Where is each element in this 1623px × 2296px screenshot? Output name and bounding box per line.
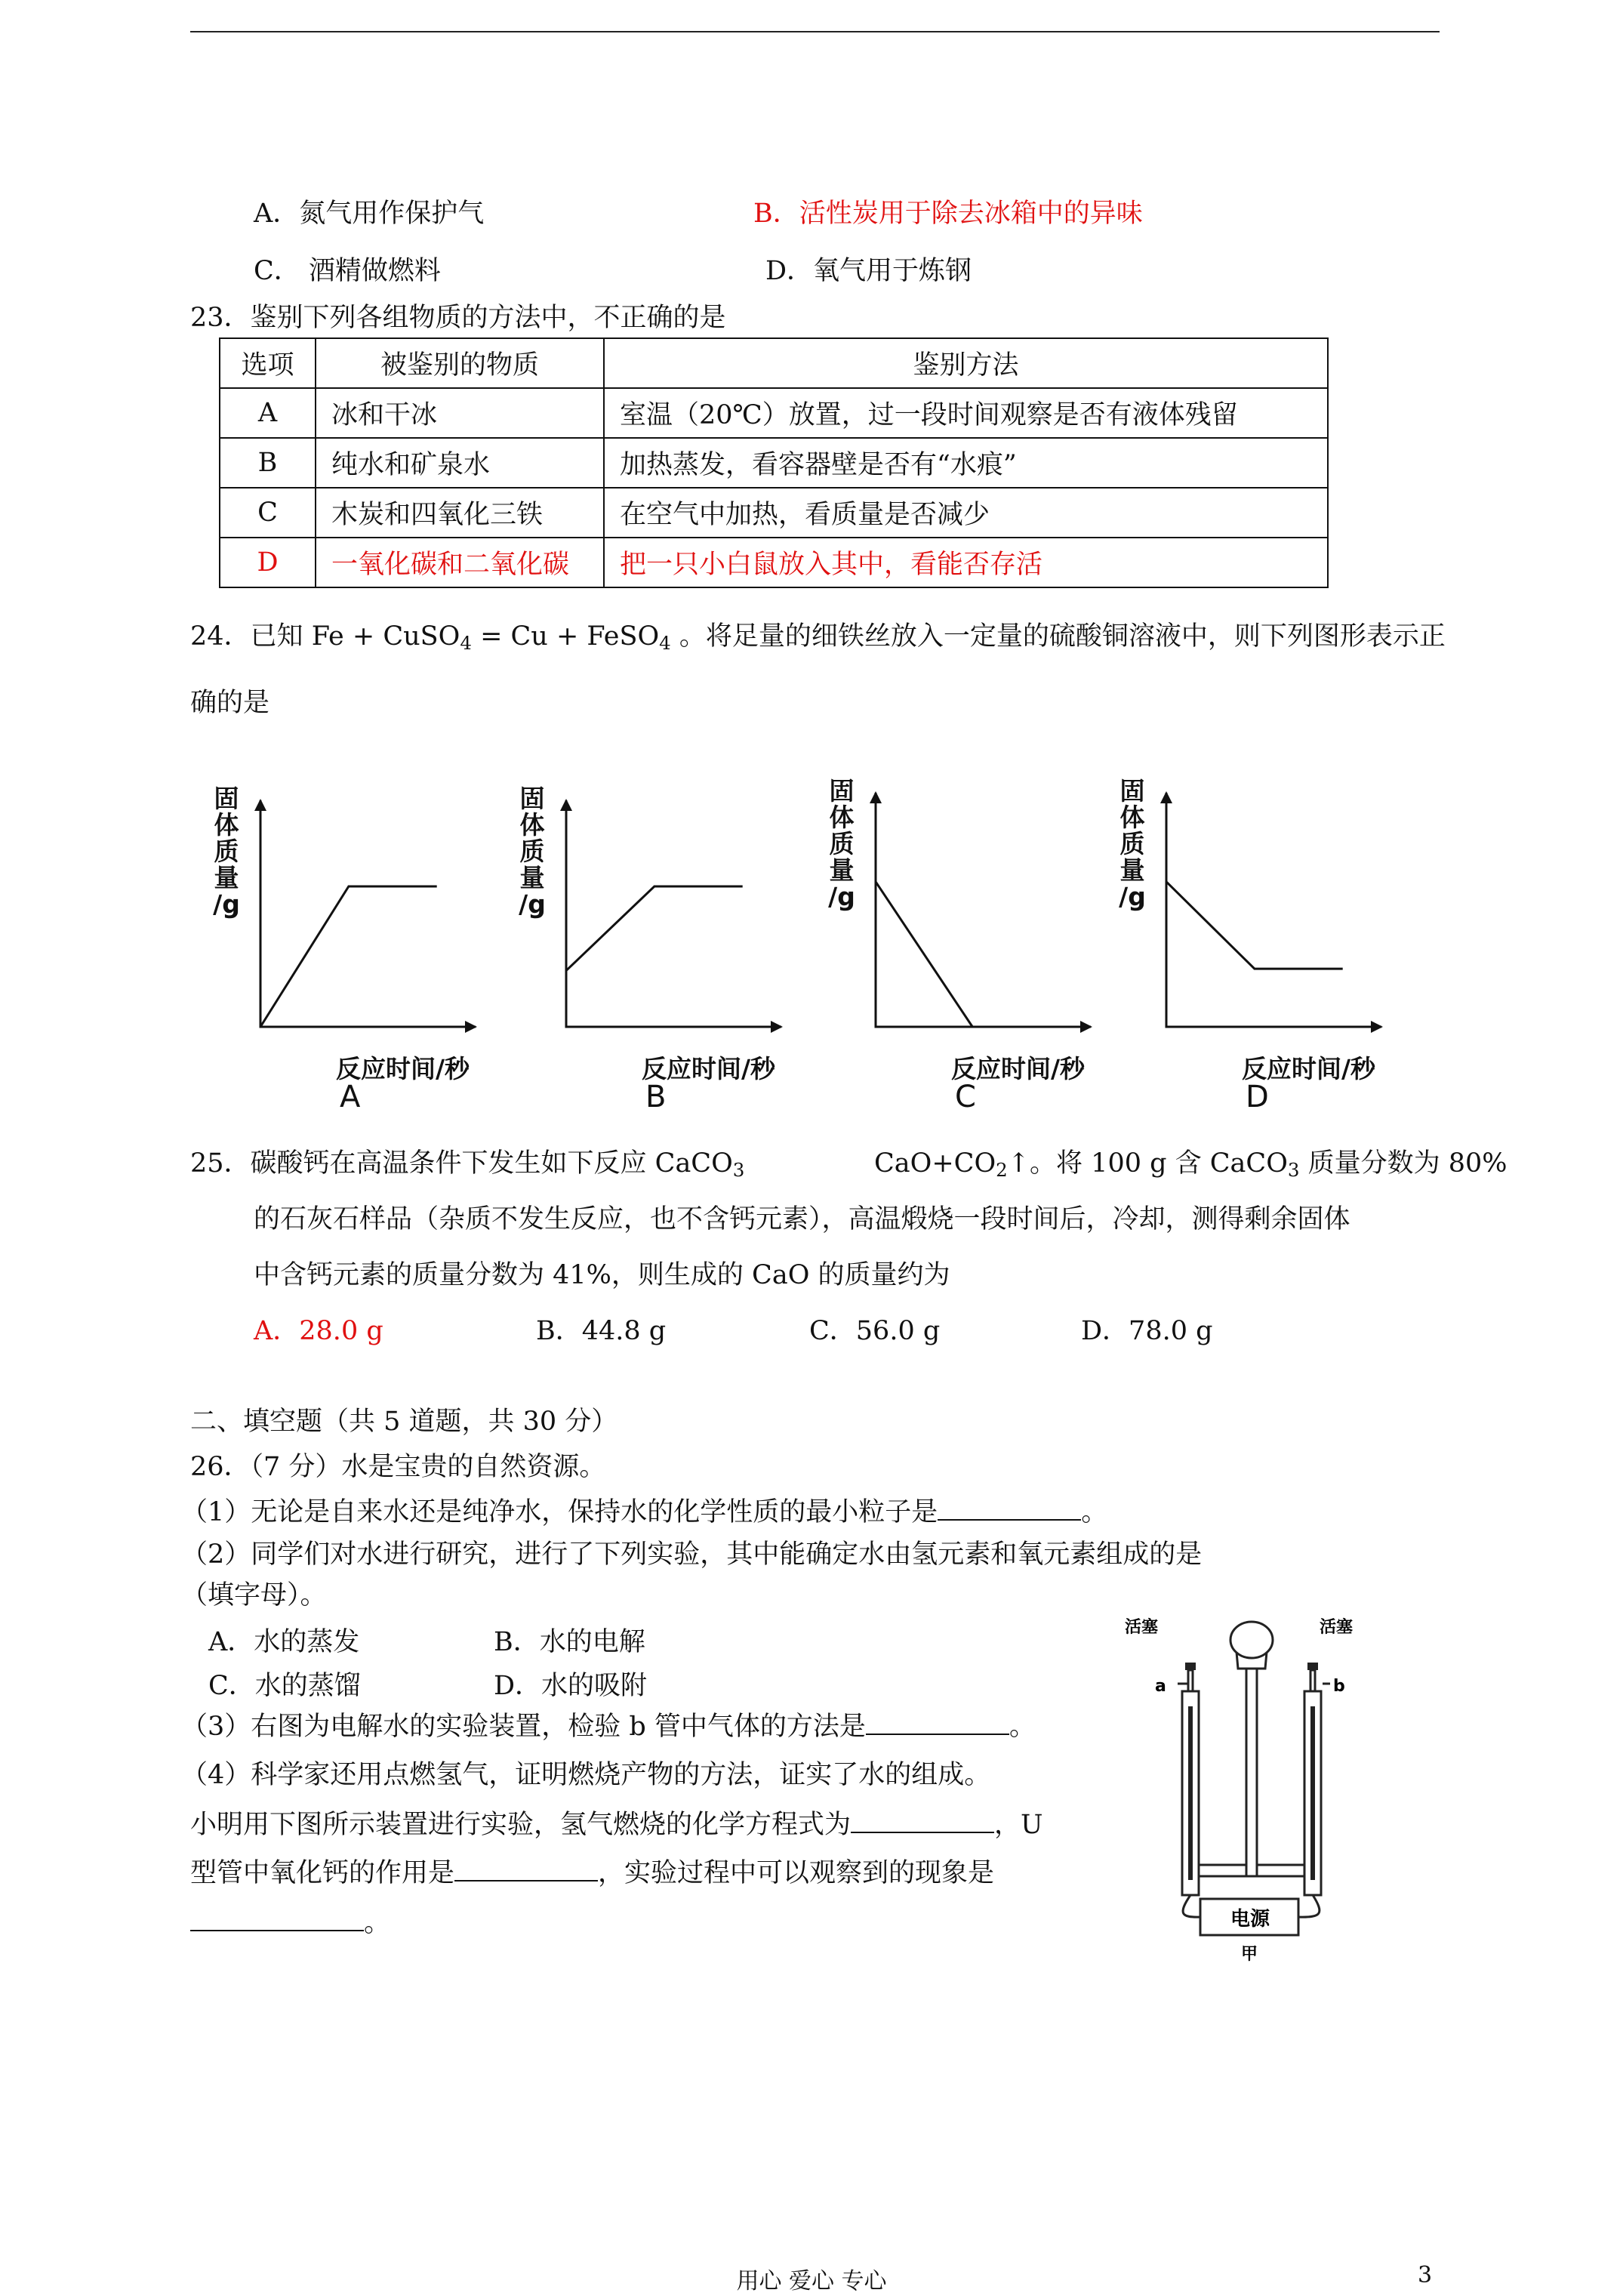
q26-p5-text: 小明用下图所示装置进行实验，氢气燃烧的化学方程式为 <box>190 1810 852 1840</box>
graph-option-label: C <box>955 1080 976 1114</box>
q26-p3-end: 。 <box>1009 1712 1036 1742</box>
header-rule <box>190 31 1440 32</box>
section-heading: 二、填空题（共 5 道题，共 30 分） <box>190 1407 618 1437</box>
q24-eq-sub1: 4 <box>460 632 472 655</box>
q26-p3-text: （3）右图为电解水的实验装置，检验 b 管中气体的方法是 <box>181 1712 866 1742</box>
q25-option-b: B．44.8 g <box>536 1316 667 1346</box>
table-row <box>220 538 1328 587</box>
table-header: 被鉴别的物质 <box>316 338 604 388</box>
q25-option-d: D．78.0 g <box>1081 1316 1213 1346</box>
answer-blank[interactable] <box>190 1907 364 1931</box>
graph-xlabel: 反应时间/秒 <box>1242 1054 1376 1083</box>
answer-blank[interactable] <box>866 1711 1009 1735</box>
q26-option-a: A．水的蒸发 <box>208 1627 360 1657</box>
graph-axes <box>566 800 781 1027</box>
x-axis-arrow <box>465 1021 477 1033</box>
q26-part2-a: （2）同学们对水进行研究，进行了下列实验，其中能确定水由氢元素和氧元素组成的是 <box>181 1539 1203 1570</box>
q26-line5 <box>190 1809 1043 1841</box>
q25-option-c: C．56.0 g <box>809 1316 941 1346</box>
q26-p6-text: 型管中氧化钙的作用是 <box>190 1858 455 1888</box>
apparatus-caption: 甲 <box>1241 1945 1258 1964</box>
q22-option-d: D．氧气用于炼钢 <box>765 256 972 286</box>
graph-curve <box>566 886 743 971</box>
q24-line2: 确的是 <box>190 688 270 718</box>
q26-line6 <box>190 1857 994 1889</box>
q22-option-c: C． 酒精做燃料 <box>254 256 441 286</box>
q26-option-b: B．水的电解 <box>494 1627 645 1657</box>
row-option: D <box>220 538 316 587</box>
y-axis-arrow <box>560 799 572 811</box>
answer-blank[interactable] <box>938 1496 1081 1521</box>
row-option: A <box>220 388 316 438</box>
row-method: 加热蒸发，看容器壁是否有“水痕” <box>604 438 1328 488</box>
graph-ylabel: 固 体 质 量 /g <box>519 784 546 919</box>
row-option: B <box>220 438 316 488</box>
graph-option-label: B <box>645 1080 667 1114</box>
q23-stem: 23．鉴别下列各组物质的方法中，不正确的是 <box>190 303 726 333</box>
row-method: 在空气中加热，看质量是否减少 <box>604 488 1328 538</box>
y-axis-arrow <box>254 799 266 811</box>
q26-part3 <box>181 1711 1036 1743</box>
q26-stem: 26．（7 分）水是宝贵的自然资源。 <box>190 1452 606 1482</box>
q24-eq-a: Fe + CuSO <box>311 621 460 652</box>
right-valve-label: 活塞 <box>1320 1618 1354 1637</box>
row-method: 把一只小白鼠放入其中，看能否存活 <box>604 538 1328 587</box>
row-substance: 木炭和四氧化三铁 <box>316 488 604 538</box>
table-header: 鉴别方法 <box>604 338 1328 388</box>
row-substance: 纯水和矿泉水 <box>316 438 604 488</box>
graph-xlabel: 反应时间/秒 <box>336 1054 470 1083</box>
q25-option-a: A．28.0 g <box>254 1316 383 1346</box>
graph-d <box>1119 776 1427 1114</box>
y-axis-arrow <box>870 791 882 803</box>
q26-part1 <box>181 1496 1107 1528</box>
tube-b-label: b <box>1333 1677 1345 1696</box>
q22-option-a: A．氮气用作保护气 <box>254 199 485 229</box>
q22-option-b: B．活性炭用于除去冰箱中的异味 <box>753 199 1143 229</box>
q26-p1-text: （1）无论是自来水还是纯净水，保持水的化学性质的最小粒子是 <box>181 1497 938 1527</box>
graph-axes <box>260 800 476 1027</box>
table-header: 选项 <box>220 338 316 388</box>
q24-suffix: 。将足量的细铁丝放入一定量的硫酸铜溶液中，则下列图形表示正 <box>670 621 1446 652</box>
graph-xlabel: 反应时间/秒 <box>642 1054 776 1083</box>
graph-ylabel: 固 体 质 量 /g <box>828 776 855 911</box>
graph-curve <box>1166 882 1343 969</box>
q26-option-d: D．水的吸附 <box>494 1671 648 1701</box>
q26-option-c: C．水的蒸馏 <box>208 1671 361 1701</box>
q25-text-d: 质量分数为 80% <box>1299 1148 1508 1179</box>
q25-sub-b: 2 <box>996 1159 1008 1182</box>
q24-line1 <box>190 621 1446 655</box>
footer-motto: 用心 爱心 专心 <box>736 2268 887 2294</box>
q26-p6-end: ，实验过程中可以观察到的现象是 <box>598 1858 995 1888</box>
row-substance: 一氧化碳和二氧化碳 <box>316 538 604 587</box>
q25-line2: 的石灰石样品（杂质不发生反应，也不含钙元素），高温煅烧一段时间后，冷却，测得剩余固体 <box>254 1204 1350 1234</box>
electrolysis-apparatus <box>1125 1616 1381 1971</box>
table-row <box>220 388 1328 438</box>
table-row <box>220 438 1328 488</box>
power-label: 电源 <box>1230 1908 1270 1931</box>
graph-axes <box>1166 793 1381 1027</box>
q24-eq-sub2: 4 <box>659 632 671 655</box>
q25-line1-b <box>874 1148 1508 1182</box>
tube-a-label: a <box>1155 1677 1166 1696</box>
table-header-row <box>220 338 1328 388</box>
q24-eq-b: = Cu + FeSO <box>471 621 660 652</box>
graph-curve <box>876 882 972 1027</box>
row-substance: 冰和干冰 <box>316 388 604 438</box>
graph-c <box>828 776 1136 1114</box>
graph-b <box>519 784 827 1114</box>
x-axis-arrow <box>1371 1021 1383 1033</box>
graph-a <box>213 784 521 1114</box>
electrolysis-diagram <box>1125 1616 1381 1971</box>
q25-text-b: CaO+CO <box>874 1148 996 1179</box>
q26-part4: （4）科学家还用点燃氢气，证明燃烧产物的方法，证实了水的组成。 <box>181 1760 991 1790</box>
q25-text-a: 25．碳酸钙在高温条件下发生如下反应 CaCO <box>190 1148 733 1179</box>
q23-table <box>219 337 1329 588</box>
q26-p7-end: 。 <box>364 1908 391 1938</box>
row-method: 室温（20℃）放置，过一段时间观察是否有液体残留 <box>604 388 1328 438</box>
q26-line7 <box>190 1907 390 1939</box>
q26-part2-b: （填字母）。 <box>181 1580 327 1610</box>
graph-axes <box>876 793 1091 1027</box>
row-option: C <box>220 488 316 538</box>
q26-p1-end: 。 <box>1081 1497 1108 1527</box>
graph-option-label: D <box>1246 1080 1269 1114</box>
table-row <box>220 488 1328 538</box>
graph-option-label: A <box>340 1080 361 1114</box>
q25-line1-a <box>190 1148 745 1182</box>
x-axis-arrow <box>1080 1021 1092 1033</box>
page-number: 3 <box>1418 2262 1433 2288</box>
q26-p5-end: ，U <box>994 1810 1043 1840</box>
graph-curve <box>260 886 437 1027</box>
left-valve-label: 活塞 <box>1125 1618 1159 1637</box>
graph-ylabel: 固 体 质 量 /g <box>1119 776 1146 911</box>
y-axis-arrow <box>1160 791 1172 803</box>
x-axis-arrow <box>771 1021 783 1033</box>
graph-ylabel: 固 体 质 量 /g <box>213 784 240 919</box>
q24-prefix: 24．已知 <box>190 621 303 652</box>
q25-text-c: ↑。将 100 g 含 CaCO <box>1007 1148 1288 1179</box>
answer-blank[interactable] <box>454 1857 598 1881</box>
q25-line3: 中含钙元素的质量分数为 41%，则生成的 CaO 的质量约为 <box>254 1260 950 1290</box>
answer-blank[interactable] <box>851 1809 994 1833</box>
q25-sub-a: 3 <box>732 1159 745 1182</box>
q25-sub-c: 3 <box>1287 1159 1300 1182</box>
graph-xlabel: 反应时间/秒 <box>951 1054 1086 1083</box>
